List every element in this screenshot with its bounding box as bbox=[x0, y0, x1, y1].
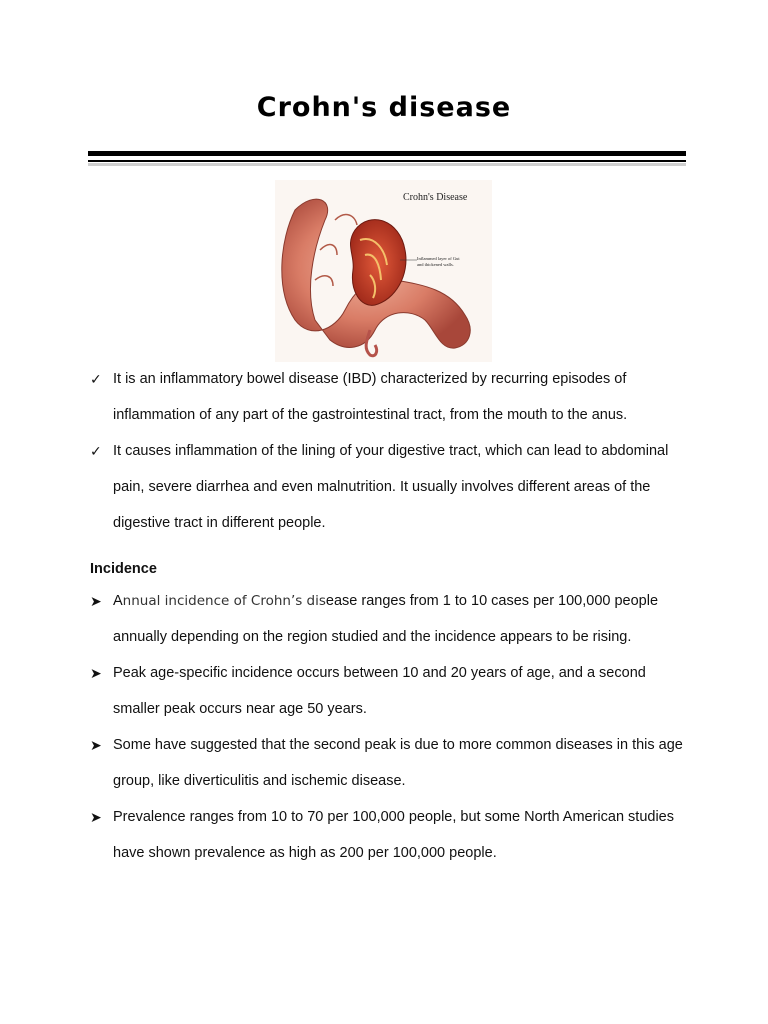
list-item bbox=[90, 433, 690, 541]
list-item bbox=[90, 583, 690, 655]
check-bullet-list bbox=[90, 361, 690, 541]
title-rule-thin bbox=[88, 160, 686, 162]
title-rule-thick bbox=[88, 151, 686, 156]
check-mark-icon: ✓ bbox=[90, 371, 102, 387]
bullet-text: It causes inflammation of the lining of your digestive tract, which can lead to abdominal pain, severe diarrhea and even malnutrition. It usually involves different areas of the digestive tract in different people. bbox=[113, 443, 669, 531]
document-title: Crohn's disease bbox=[256, 92, 512, 123]
list-item bbox=[90, 655, 690, 727]
title-rule-shadow bbox=[88, 163, 686, 166]
list-item bbox=[90, 727, 690, 799]
bullet-text: Prevalence ranges from 10 to 70 per 100,000 people, but some North American studies have shown prevalence as high as 200 per 100,000 people. bbox=[113, 809, 674, 861]
list-item bbox=[90, 361, 690, 433]
crohns-disease-illustration bbox=[275, 180, 492, 362]
bullet-text: Some have suggested that the second peak is due to more common diseases in this age group, like diverticulitis and ischemic disease. bbox=[113, 737, 683, 789]
arrow-bullet-icon: ➤ bbox=[90, 737, 102, 753]
arrow-bullet-list bbox=[90, 583, 690, 871]
figure-annotation-line2: and thickened walls. bbox=[417, 262, 454, 267]
bullet-text-light: nnual incidence of Crohn’s dis bbox=[122, 593, 326, 609]
bullet-text: Peak age-specific incidence occurs between 10 and 20 years of age, and a second smaller peak occurs near age 50 years. bbox=[113, 665, 646, 717]
figure-annotation-line1: Inflammed layer of Gut bbox=[417, 256, 460, 261]
bullet-text: It is an inflammatory bowel disease (IBD) characterized by recurring episodes of inflammation of any part of the gastrointestinal tract, from the mouth to the anus. bbox=[113, 371, 628, 423]
arrow-bullet-icon: ➤ bbox=[90, 593, 102, 609]
figure-caption: Crohn's Disease bbox=[403, 192, 468, 203]
bullet-text-rest: ease ranges from 1 to 10 cases per 100,000 people annually depending on the region studied and the incidence appears to be rising. bbox=[113, 593, 659, 645]
list-item bbox=[90, 799, 690, 871]
check-mark-icon: ✓ bbox=[90, 443, 102, 459]
bullet-text-lead: A bbox=[113, 593, 123, 609]
section-heading-incidence: Incidence bbox=[90, 561, 157, 577]
arrow-bullet-icon: ➤ bbox=[90, 809, 102, 825]
arrow-bullet-icon: ➤ bbox=[90, 665, 102, 681]
